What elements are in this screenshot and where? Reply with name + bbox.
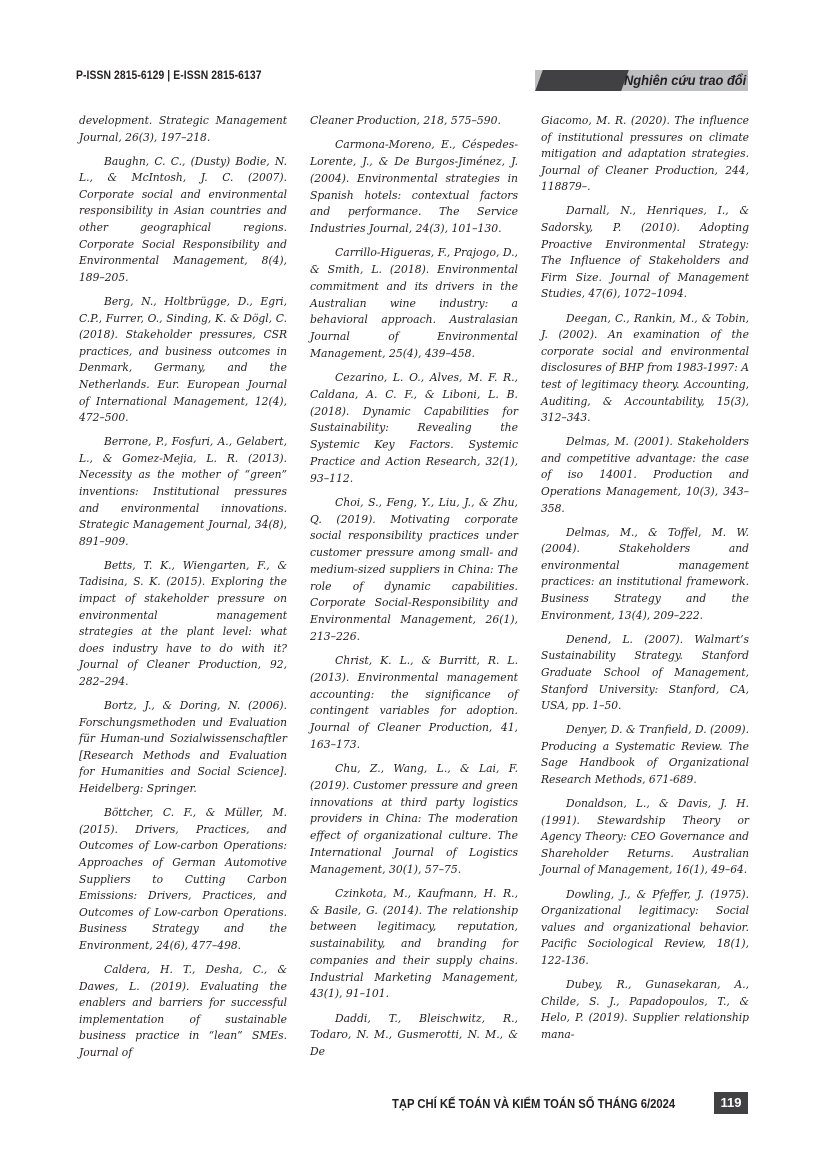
reference-entry: Berrone, P., Fosfuri, A., Gelabert, L., & Gomez-Mejia, L. R. (2013). Necessity as the mother of “green” inventions: Institutional pressures and environmental innovations. Strategic Management Journal, 34(8), 891–909. (79, 435, 287, 548)
reference-entry: Chu, Z., Wang, L., & Lai, F. (2019). Customer pressure and green innovations at third party logistics providers in China: The moderation effect of organizational culture. The International Journal of Logistics Management, 30(1), 57–75. (310, 762, 518, 876)
reference-entry: Berg, N., Holtbrügge, D., Egri, C.P., Furrer, O., Sinding, K. & Dögl, C. (2018). Stakeholder pressures, CSR practices, and business outcomes in Denmark, Germany, and the Netherlands. Eur. European Journal of International Management, 12(4), 472–500. (79, 294, 287, 425)
reference-entry: Darnall, N., Henriques, I., & Sadorsky, P. (2010). Adopting Proactive Environmental Strategy: The Influence of Stakeholders and Firm Size. Journal of Management Studies, 47(6), 1072–1094. (541, 204, 749, 301)
reference-entry: Dowling, J., & Pfeffer, J. (1975). Organizational legitimacy: Social values and organizational behavior. Pacific Sociological Review, 18(1), 122-136. (541, 887, 749, 967)
page-number: 119 (714, 1092, 748, 1114)
reference-entry: Dubey, R., Gunasekaran, A., Childe, S. J., Papadopoulos, T., & Helo, P. (2019). Supplier relationship mana- (541, 978, 749, 1041)
reference-entry: Bortz, J., & Doring, N. (2006). Forschungsmethoden und Evaluation für Human-und Sozialwissenschaftler [Research Methods and Evaluation for Humanities and Social Science]. Heidelberg: Springer. (79, 699, 287, 796)
reference-entry: Denend, L. (2007). Walmart’s Sustainability Strategy. Stanford Graduate School of Management, Stanford University: Stanford, CA, USA, pp. 1–50. (541, 632, 749, 713)
reference-entry: Deegan, C., Rankin, M., & Tobin, J. (2002). An examination of the corporate social and environmental disclosures of BHP from 1983-1997: A test of legitimacy theory. Accounting, Auditing, & Accountability, 15(3), 312–343. (541, 311, 749, 425)
reference-entry: Delmas, M. (2001). Stakeholders and competitive advantage: the case of iso 14001. Production and Operations Management, 10(3), 343–358. (541, 435, 749, 515)
reference-column-3 (541, 113, 749, 1051)
section-title: Nghiên cứu trao đổi (624, 72, 747, 88)
reference-entry: Donaldson, L., & Davis, J. H. (1991). Stewardship Theory or Agency Theory: CEO Governance and Shareholder Returns. Australian Journal of Management, 16(1), 49–64. (541, 797, 749, 877)
reference-entry: Betts, T. K., Wiengarten, F., & Tadisina, S. K. (2015). Exploring the impact of stakeholder pressure on environmental management strategies at the plant level: what does industry have to do with it? Journal of Cleaner Production, 92, 282–294. (79, 558, 287, 688)
reference-entry: Carrillo-Higueras, F., Prajogo, D., & Smith, L. (2018). Environmental commitment and its drivers in the Australian wine industry: a behavioral approach. Australasian Journal of Environmental Management, 25(4), 439–458. (310, 246, 518, 360)
reference-entry: Denyer, D. & Tranfield, D. (2009). Producing a Systematic Review. The Sage Handbook of Organizational Research Methods, 671-689. (541, 723, 749, 786)
issn-label: P-ISSN 2815-6129 | E-ISSN 2815-6137 (76, 70, 262, 82)
reference-column-2 (310, 113, 518, 1068)
reference-entry: Choi, S., Feng, Y., Liu, J., & Zhu, Q. (2019). Motivating corporate social responsibility practices under customer pressure among small- and medium-sized suppliers in China: The role of dynamic capabilities. Corporate Social-Responsibility and Environmental Management, 26(1), 213–226. (310, 495, 518, 643)
reference-entry: Christ, K. L., & Burritt, R. L. (2013). Environmental management accounting: the significance of contingent variables for adoption. Journal of Cleaner Production, 41, 163–173. (310, 654, 518, 751)
header-bar-accent (535, 70, 629, 91)
reference-entry: Böttcher, C. F., & Müller, M. (2015). Drivers, Practices, and Outcomes of Low-carbon Operations: Approaches of German Automotive Suppliers to Cutting Carbon Emissions: Drivers, Practices, and Outcomes of Low-carbon Operations. Business Strategy and the Environment, 24(6), 477–498. (79, 806, 287, 952)
reference-entry: Baughn, C. C., (Dusty) Bodie, N. L., & McIntosh, J. C. (2007). Corporate social and environmental responsibility in Asian countries and other geographical regions. Corporate Social Responsibility and Environmental Management, 8(4), 189–205. (79, 154, 287, 284)
reference-entry: Czinkota, M., Kaufmann, H. R., & Basile, G. (2014). The relationship between legitimacy, reputation, sustainability, and branding for companies and their supply chains. Industrial Marketing Management, 43(1), 91–101. (310, 886, 518, 1001)
reference-entry: Delmas, M., & Toffel, M. W. (2004). Stakeholders and environmental management practices: an institutional framework. Business Strategy and the Environment, 13(4), 209–222. (541, 525, 749, 622)
reference-entry: Giacomo, M. R. (2020). The influence of institutional pressures on climate mitigation and adaptation strategies. Journal of Cleaner Production, 244, 118879–. (541, 114, 749, 194)
reference-entry: Caldera, H. T., Desha, C., & Dawes, L. (2019). Evaluating the enablers and barriers for successful implementation of sustainable business practice in “lean” SMEs. Journal of (79, 963, 287, 1059)
reference-entry: Cleaner Production, 218, 575–590. (310, 114, 501, 127)
reference-entry: Cezarino, L. O., Alves, M. F. R., Caldana, A. C. F., & Liboni, L. B. (2018). Dynamic Capabilities for Sustainability: Revealing the Systemic Key Factors. Systemic Practice and Action Research, 32(1), 93–112. (310, 371, 518, 485)
journal-footer: TẠP CHÍ KẾ TOÁN VÀ KIỂM TOÁN SỐ THÁNG 6/2024 (392, 1097, 676, 1111)
reference-entry: Carmona-Moreno, E., Céspedes-Lorente, J., & De Burgos-Jiménez, J. (2004). Environmental strategies in Spanish hotels: contextual factors and performance. The Service Industries Journal, 24(3), 101–130. (310, 138, 518, 235)
reference-column-1 (79, 113, 287, 1069)
reference-entry: Daddi, T., Bleischwitz, R., Todaro, N. M., Gusmerotti, N. M., & De (310, 1011, 518, 1058)
reference-entry: development. Strategic Management Journal, 26(3), 197–218. (79, 114, 287, 144)
